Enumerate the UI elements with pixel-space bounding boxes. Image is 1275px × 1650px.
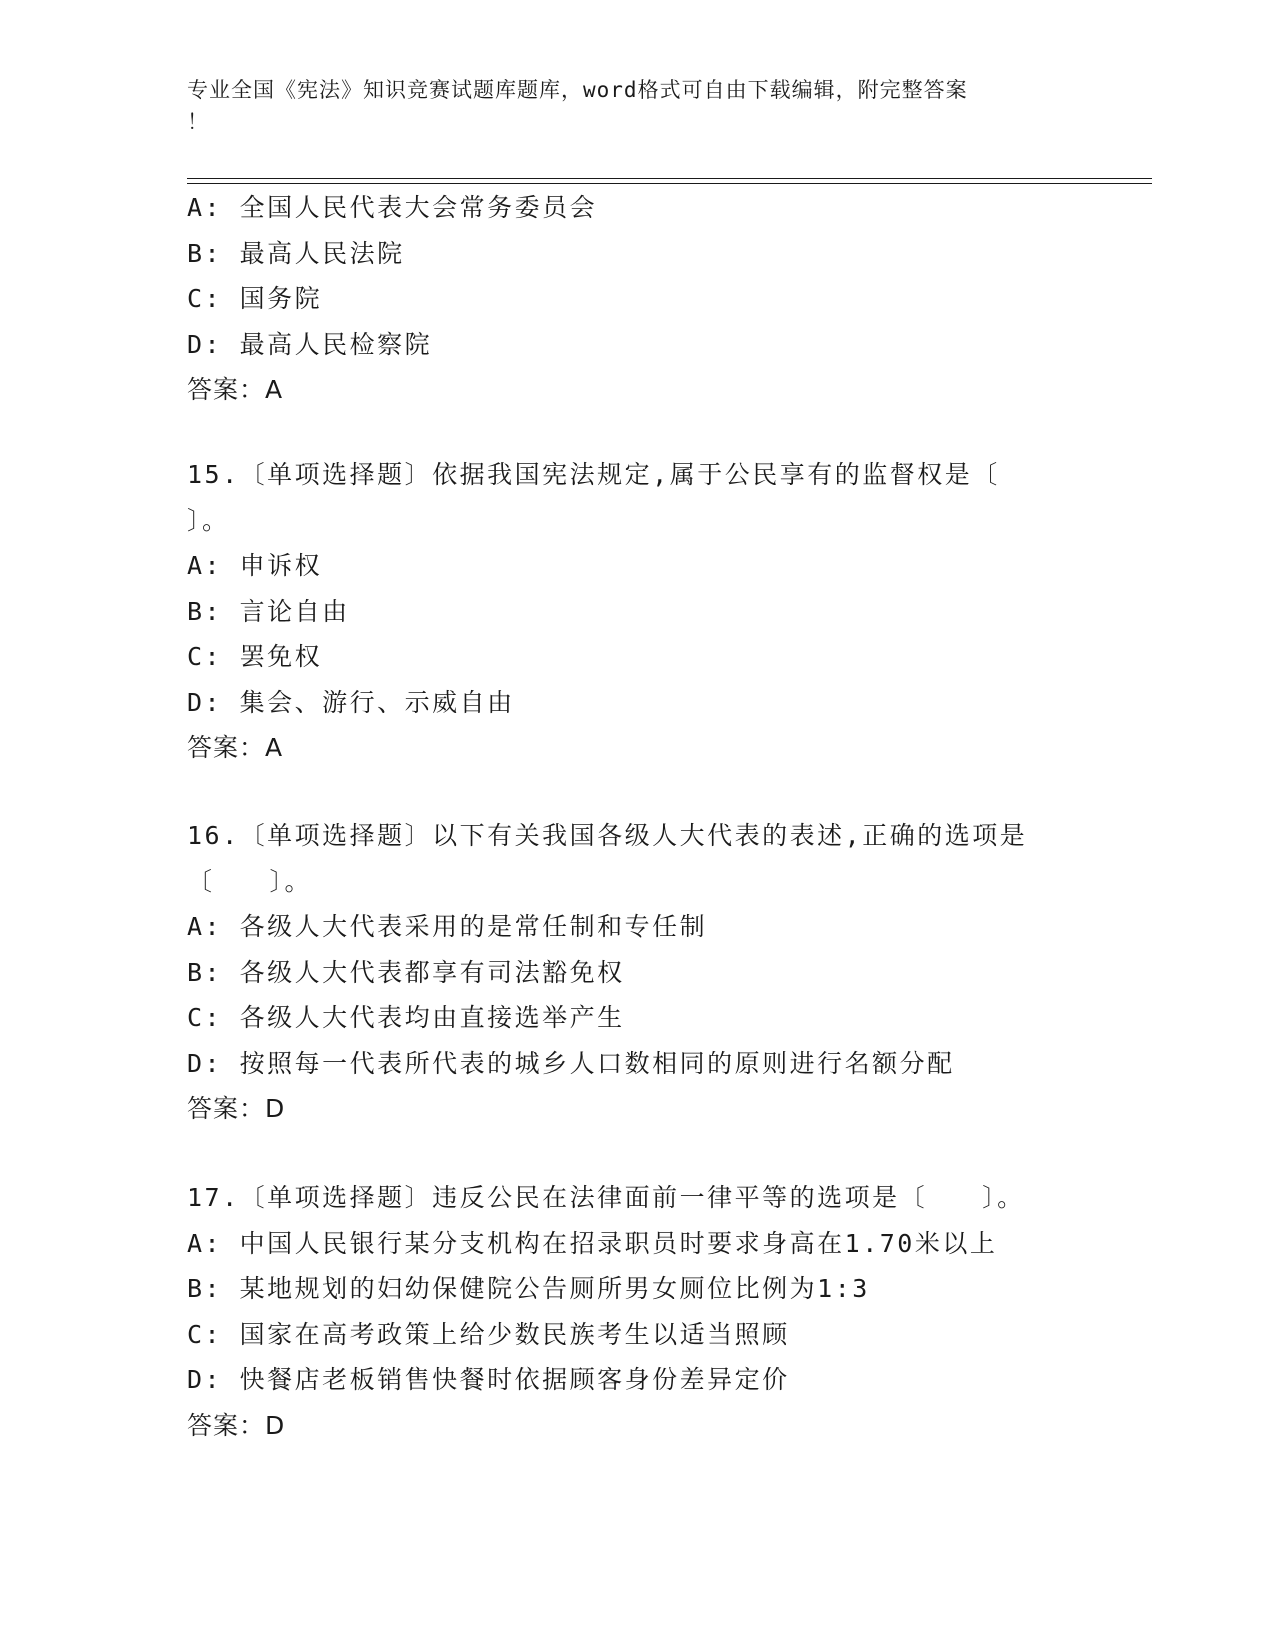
question-stem-line1: 17.〔单项选择题〕违反公民在法律面前一律平等的选项是〔 〕。 bbox=[187, 1183, 1025, 1212]
question-block-17 bbox=[187, 1175, 1147, 1448]
answer-text: 答案：A bbox=[187, 733, 284, 762]
question-stem-line1: 16.〔单项选择题〕以下有关我国各级人大代表的表述,正确的选项是 bbox=[187, 821, 1028, 850]
option-d: D: 最高人民检察院 bbox=[187, 329, 433, 359]
option-d: D: 按照每一代表所代表的城乡人口数相同的原则进行名额分配 bbox=[187, 1048, 955, 1078]
header-divider-bottom bbox=[187, 183, 1152, 184]
question-block-14 bbox=[187, 185, 1147, 413]
header-divider-top bbox=[187, 178, 1152, 179]
option-b: B: 最高人民法院 bbox=[187, 238, 405, 268]
option-c: C: 国务院 bbox=[187, 284, 323, 313]
option-a: A: 全国人民代表大会常务委员会 bbox=[187, 193, 598, 222]
option-d: D: 快餐店老板销售快餐时依据顾客身份差异定价 bbox=[187, 1365, 790, 1394]
answer-text: 答案：D bbox=[187, 1410, 286, 1440]
option-c: C: 各级人大代表均由直接选举产生 bbox=[187, 1003, 625, 1032]
option-b: B: 某地规划的妇幼保健院公告厕所男女厕位比例为1:3 bbox=[187, 1274, 870, 1303]
answer-text: 答案：D bbox=[187, 1094, 286, 1123]
document-header bbox=[187, 74, 1087, 138]
option-c: C: 罢免权 bbox=[187, 642, 323, 671]
question-stem-line1: 15.〔单项选择题〕依据我国宪法规定,属于公民享有的监督权是〔 bbox=[187, 460, 1000, 489]
header-title-line1: 专业全国《宪法》知识竞赛试题库题库，word格式可自由下载编辑，附完整答案 bbox=[187, 78, 968, 102]
question-stem-line2: 〔 〕。 bbox=[187, 866, 313, 896]
option-b: B: 各级人大代表都享有司法豁免权 bbox=[187, 957, 625, 987]
question-block-15 bbox=[187, 452, 1147, 771]
option-a: A: 各级人大代表采用的是常任制和专任制 bbox=[187, 912, 708, 941]
header-title-line2: ！ bbox=[187, 110, 209, 134]
option-a: A: 申诉权 bbox=[187, 551, 323, 580]
question-block-16 bbox=[187, 813, 1147, 1132]
option-a: A: 中国人民银行某分支机构在招录职员时要求身高在1.70米以上 bbox=[187, 1228, 998, 1258]
question-stem-line2: 〕。 bbox=[187, 505, 230, 535]
option-b: B: 言论自由 bbox=[187, 596, 350, 626]
option-d: D: 集会、游行、示威自由 bbox=[187, 687, 515, 717]
answer-text: 答案：A bbox=[187, 375, 284, 404]
option-c: C: 国家在高考政策上给少数民族考生以适当照顾 bbox=[187, 1319, 790, 1349]
